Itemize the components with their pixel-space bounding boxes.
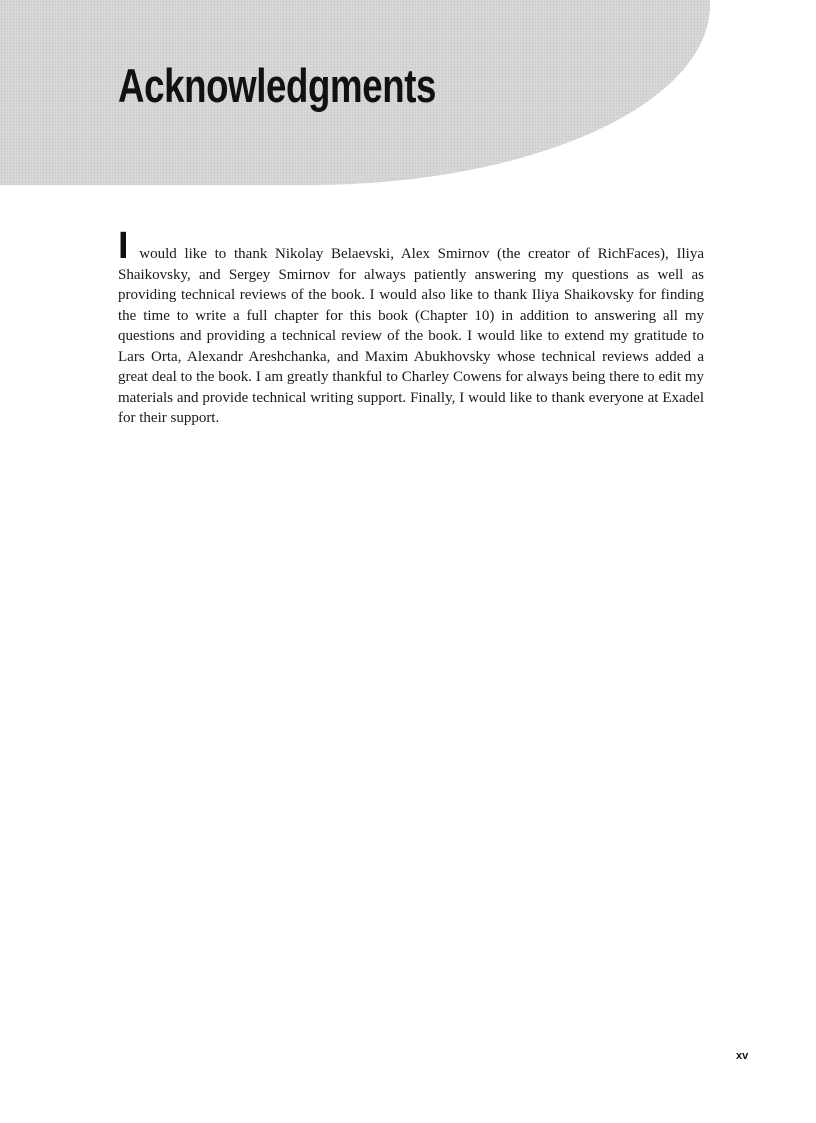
drop-cap: I — [118, 225, 129, 267]
acknowledgments-paragraph — [118, 225, 704, 429]
paragraph-text: would like to thank Nikolay Belaevski, Alex Smirnov (the creator of RichFaces), Iliya Shaikovsky, and Sergey Smirnov for always patiently answering my questions as well as providing technical reviews of the book. I would also like to thank Iliya Shaikovsky for finding the time to write a full chapter for this book (Chapter 10) in addition to answering all my questions and providing a technical review of the book. I would like to extend my gratitude to Lars Orta, Alexandr Areshchanka, and Maxim Abukhovsky whose technical reviews added a great deal to the book. I am greatly thankful to Charley Cowens for always being there to edit my materials and provide technical writing support. Finally, I would like to thank everyone at Exadel for their support. — [118, 246, 704, 426]
page-number: xv — [736, 1050, 749, 1062]
page-title: Acknowledgments — [118, 59, 437, 112]
